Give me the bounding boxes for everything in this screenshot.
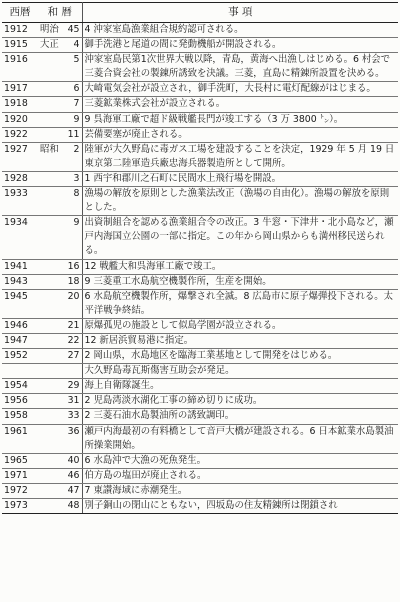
year-cell: 1933 <box>2 187 38 216</box>
year-cell: 1928 <box>2 171 38 186</box>
table-row <box>2 38 398 53</box>
year-cell: 1912 <box>2 23 38 38</box>
era-cell <box>38 82 82 97</box>
table-row <box>2 468 398 483</box>
table-row <box>2 318 398 333</box>
era-cell <box>38 142 82 171</box>
era-cell <box>38 53 82 82</box>
year-cell: 1958 <box>2 409 38 424</box>
era-cell <box>38 364 82 379</box>
year-cell: 1917 <box>2 82 38 97</box>
event-cell: 2 三菱石油水島製油所の誘致調印。 <box>82 409 398 424</box>
year-cell: 1954 <box>2 379 38 394</box>
year-cell: 1961 <box>2 424 38 453</box>
year-cell: 1972 <box>2 483 38 498</box>
year-cell: 1927 <box>2 142 38 171</box>
table-row <box>2 453 398 468</box>
era-cell <box>38 259 82 274</box>
era-year: 4 <box>73 39 80 51</box>
era-year: 6 <box>73 83 80 95</box>
era-cell <box>38 409 82 424</box>
era-cell <box>38 23 82 38</box>
table-row <box>2 112 398 127</box>
era-year: 45 <box>67 24 80 35</box>
event-cell: 7 東讃海域に赤潮発生。 <box>82 483 398 498</box>
era-year: 5 <box>73 54 80 66</box>
era-cell <box>38 38 82 53</box>
event-cell: 伯方島の塩田が廃止される。 <box>82 468 398 483</box>
event-cell: 12 戦艦大和呉海軍工廠で竣工。 <box>82 259 398 274</box>
event-cell: 別子銅山の閉山にともない，四坂島の住友精錬所は閉鎖され <box>82 499 398 514</box>
era-cell <box>38 289 82 318</box>
table-header-row <box>2 3 398 23</box>
year-cell: 1918 <box>2 97 38 112</box>
year-cell: 1971 <box>2 468 38 483</box>
event-cell: 陸軍が大久野島に毒ガス工場を建設することを決定，1929 年 5 月 19 日東京第二陸軍造兵廠忠海兵器製造所として開所。 <box>82 142 398 171</box>
era-year: 7 <box>73 98 80 110</box>
event-cell: 1 西宇和郡川之石町に民間水上飛行場を開設。 <box>82 171 398 186</box>
table-row <box>2 171 398 186</box>
event-cell: 瀬戸内海最初の有料橋として音戸大橋が建設される。6 日本鉱業水島製油所操業開始。 <box>82 424 398 453</box>
event-cell: 三菱鉱業株式会社が設立される。 <box>82 97 398 112</box>
year-cell: 1941 <box>2 259 38 274</box>
event-cell: 2 児島湾淡水湖化工事の締め切りに成功。 <box>82 394 398 409</box>
table-row <box>2 127 398 142</box>
table-row <box>2 142 398 171</box>
era-year: 36 <box>67 425 80 437</box>
era-cell <box>38 171 82 186</box>
event-cell: 芸備要塞が廃止される。 <box>82 127 398 142</box>
event-cell: 御手洗港と尾道の間に発動機船が開設される。 <box>82 38 398 53</box>
table-row <box>2 187 398 216</box>
event-cell: 大久野島毒瓦斯傷害互助会が発足。 <box>82 364 398 379</box>
year-cell: 1943 <box>2 274 38 289</box>
era-year: 48 <box>67 500 80 511</box>
event-cell: 出資制組合を認める漁業組合令の改正。3 牛窓・下津井・北小島など，瀬戸内海国立公園の一部に指定。この年から岡山県からも満州移民送られる。 <box>82 216 398 259</box>
era-year: 27 <box>67 350 80 362</box>
era-year: 29 <box>67 380 80 392</box>
header-era: 和 暦 <box>38 3 82 23</box>
year-cell: 1965 <box>2 453 38 468</box>
header-event: 事 項 <box>82 3 398 23</box>
era-cell <box>38 424 82 453</box>
year-cell: 1973 <box>2 499 38 514</box>
era-cell <box>38 187 82 216</box>
era-year: 22 <box>67 334 80 346</box>
era-cell <box>38 468 82 483</box>
era-name: 大正 <box>40 39 59 51</box>
event-cell: 原爆孤児の施設として似島学園が設立される。 <box>82 318 398 333</box>
era-year: 21 <box>67 319 80 331</box>
era-name: 昭和 <box>40 143 59 155</box>
table-row <box>2 379 398 394</box>
era-year: 9 <box>73 113 80 125</box>
year-cell: 1947 <box>2 333 38 348</box>
era-cell <box>38 216 82 259</box>
era-cell <box>38 274 82 289</box>
table-row <box>2 97 398 112</box>
era-cell <box>38 453 82 468</box>
chronology-table <box>2 2 398 514</box>
era-cell <box>38 127 82 142</box>
table-row <box>2 364 398 379</box>
era-year: 20 <box>67 290 80 302</box>
table-row <box>2 424 398 453</box>
era-cell <box>38 394 82 409</box>
table-row <box>2 499 398 514</box>
header-year: 西暦 <box>2 3 38 23</box>
event-cell: 漁場の解放を原則とした漁業法改正（漁場の自由化）。漁場の解放を原則とした。 <box>82 187 398 216</box>
era-year: 11 <box>67 128 80 140</box>
era-name: 明治 <box>40 24 59 35</box>
table-row <box>2 394 398 409</box>
year-cell: 1956 <box>2 394 38 409</box>
event-cell: 大崎電気会社が設立され，御手洗町，大長村に電灯配線がはじまる。 <box>82 82 398 97</box>
era-cell <box>38 112 82 127</box>
table-row <box>2 82 398 97</box>
table-row <box>2 289 398 318</box>
table-row <box>2 274 398 289</box>
era-year: 46 <box>67 469 80 481</box>
era-year: 33 <box>67 410 80 422</box>
table-row <box>2 409 398 424</box>
event-cell: 9 呉海軍工廠で超ド級戦艦長門が竣工する（3 万 3800 ㌧）。 <box>82 112 398 127</box>
year-cell: 1916 <box>2 53 38 82</box>
year-cell: 1915 <box>2 38 38 53</box>
table-row <box>2 216 398 259</box>
event-cell: 4 沖家室島漁業組合規約認可される。 <box>82 23 398 38</box>
era-year: 47 <box>67 484 80 496</box>
year-cell: 1922 <box>2 127 38 142</box>
event-cell: 6 水島航空機製作所，爆撃され全滅。8 広島市に原子爆弾投下される。太平洋戦争終結。 <box>82 289 398 318</box>
era-cell <box>38 499 82 514</box>
year-cell: 1920 <box>2 112 38 127</box>
year-cell: 1946 <box>2 318 38 333</box>
year-cell: 1945 <box>2 289 38 318</box>
event-cell: 9 三菱重工水島航空機製作所，生産を開始。 <box>82 274 398 289</box>
table-row <box>2 259 398 274</box>
era-year: 2 <box>73 143 80 155</box>
year-cell: 1934 <box>2 216 38 259</box>
event-cell: 2 岡山県，水島地区を臨海工業基地として開発をはじめる。 <box>82 349 398 364</box>
era-cell <box>38 483 82 498</box>
era-year: 40 <box>67 454 80 466</box>
year-cell <box>2 364 38 379</box>
event-cell: 海上自衛隊誕生。 <box>82 379 398 394</box>
table-row <box>2 349 398 364</box>
era-cell <box>38 349 82 364</box>
era-year: 18 <box>67 275 80 287</box>
table-row <box>2 23 398 38</box>
era-cell <box>38 97 82 112</box>
era-year: 16 <box>67 260 80 272</box>
era-cell <box>38 318 82 333</box>
era-year: 31 <box>67 395 80 407</box>
event-cell: 12 新居浜貿易港に指定。 <box>82 333 398 348</box>
year-cell: 1952 <box>2 349 38 364</box>
era-year: 8 <box>73 188 80 200</box>
era-year: 3 <box>73 172 80 184</box>
table-body <box>2 23 398 514</box>
table-row <box>2 483 398 498</box>
table-row <box>2 333 398 348</box>
era-cell <box>38 333 82 348</box>
event-cell: 6 水島沖で大漁の死魚発生。 <box>82 453 398 468</box>
era-cell <box>38 379 82 394</box>
table-row <box>2 53 398 82</box>
era-year: 9 <box>73 217 80 229</box>
event-cell: 沖家室島民第1次世界大戦以降，青島，黄海へ出漁しはじめる。6 村会で三菱合資会社の製錬所誘致を決議。三菱，直島に精錬所設置を決める。 <box>82 53 398 82</box>
